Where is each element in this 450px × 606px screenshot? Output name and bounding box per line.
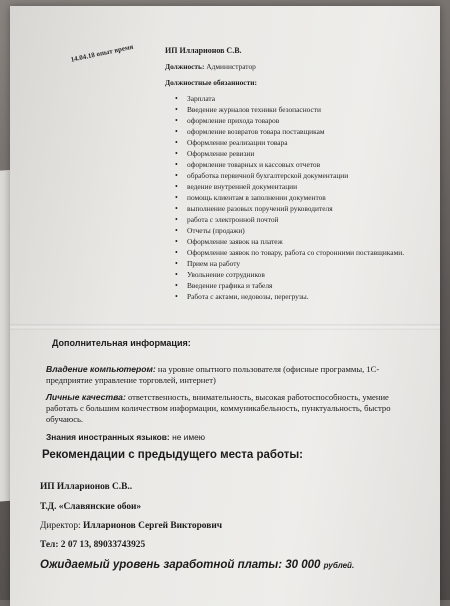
list-item: • выполнение разовых поручений руководителя xyxy=(175,204,430,214)
list-item: • Зарплата xyxy=(175,94,430,104)
list-item: • Оформление ревизии xyxy=(175,149,430,159)
computer-skills-label: Владение компьютером: xyxy=(46,363,156,374)
rec-director xyxy=(40,520,420,532)
list-item: • Оформление реализации товара xyxy=(175,138,430,148)
salary-label: Ожидаемый уровень заработной платы: xyxy=(40,559,283,572)
salary-value: 30 000 xyxy=(285,559,321,572)
list-item: • Отчеты (продажи) xyxy=(175,226,430,236)
list-item: • Увольнение сотрудников xyxy=(175,270,430,280)
list-item: • ведение внутренней документации xyxy=(175,182,430,192)
expected-salary xyxy=(40,558,420,573)
additional-info-heading: Дополнительная информация: xyxy=(52,338,191,348)
rec-company: ИП Илларионов С.В.. xyxy=(40,482,133,493)
position-label: Должность: xyxy=(165,62,205,72)
foreign-languages-value: не имею xyxy=(172,431,206,442)
duties-list xyxy=(165,94,430,302)
duties-heading: Должностные обязанности: xyxy=(165,78,257,88)
foreign-languages xyxy=(40,432,420,443)
list-item: • Работа с актами, недовозы, перегрузы. xyxy=(175,292,430,302)
personal-qualities-value: ответственность, внимательность, высокая работоспособность, умение работать с большим количеством информации, коммуникабельность, пунктуальность, быстро обучаюсь. xyxy=(46,392,391,425)
rec-director-name: Илларионов Сергей Викторович xyxy=(83,520,223,531)
list-item: • работа с электронной почтой xyxy=(175,215,430,225)
list-item: • Оформление заявок на платеж xyxy=(175,237,430,247)
position-line xyxy=(165,62,430,72)
employer-name: ИП Илларионов С.В. xyxy=(165,46,242,55)
salary-unit: рублей. xyxy=(323,561,355,571)
computer-skills-value: на уровне опытного пользователя (офисные программы, 1С-предприятие управление торговлей, интернет) xyxy=(46,363,380,385)
rec-director-label: Директор: xyxy=(40,520,81,531)
additional-info-block xyxy=(40,338,420,573)
list-item: • оформление товарных и кассовых отчетов xyxy=(175,160,430,170)
handwritten-stamp: 14.04.18 опыт время xyxy=(70,42,135,64)
position-value: Администратор xyxy=(206,62,256,72)
list-item: • обработка первичной бухгалтерской документации xyxy=(175,171,430,181)
list-item: • Введение журналов техники безопасности xyxy=(175,105,430,115)
rec-trade-house: Т.Д. «Славянские обои» xyxy=(40,501,142,512)
list-item: • помощь клиентам в заполнении документов xyxy=(175,193,430,203)
list-item: • Оформление заявок по товару, работа со сторонними поставщиками. xyxy=(175,248,430,258)
rec-phone: Тел: 2 07 13, 89033743925 xyxy=(40,540,146,551)
resume-sheet xyxy=(10,6,440,606)
paper-fold xyxy=(10,324,440,330)
list-item: • Прием на работу xyxy=(175,259,430,269)
foreign-languages-label: Знания иностранных языков: xyxy=(46,431,170,442)
personal-qualities xyxy=(40,392,420,426)
computer-skills xyxy=(40,364,420,386)
list-item: • Введение графика и табеля xyxy=(175,281,430,291)
list-item: • оформление прихода товаров xyxy=(175,116,430,126)
work-experience-block xyxy=(165,46,430,303)
list-item: • оформление возвратов товара поставщикам xyxy=(175,127,430,137)
personal-qualities-label: Личные качества: xyxy=(46,392,126,403)
recommendations-heading: Рекомендации с предыдущего места работы: xyxy=(42,449,303,462)
